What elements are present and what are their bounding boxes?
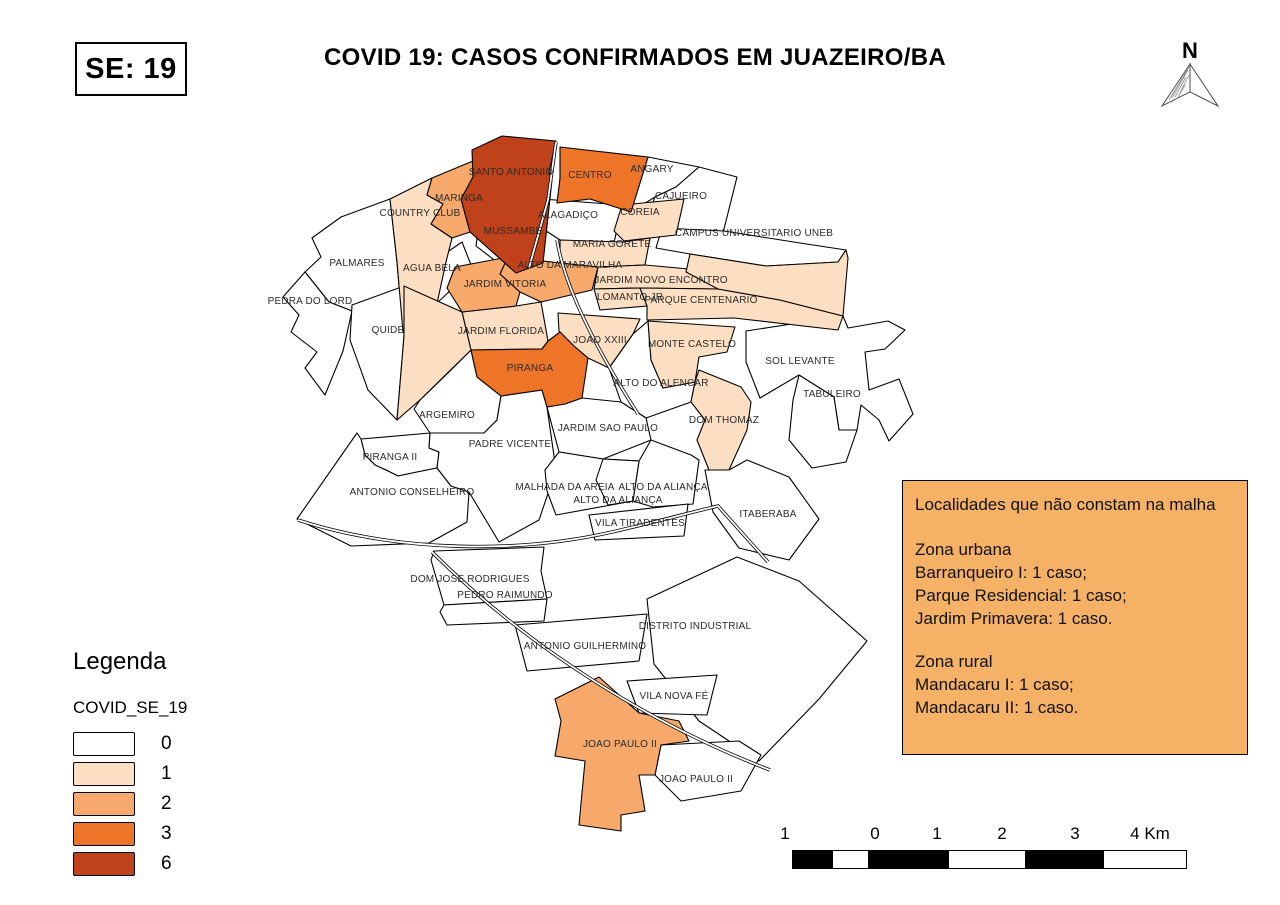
scalebar-tick-label: 1 [932,824,942,843]
neighborhood-label-cajueiro: CAJUEIRO [654,191,708,202]
neighborhood-label-palmares: PALMARES [329,258,385,269]
scalebar-labels [0,824,1280,844]
neighborhood-label-coreia: COREIA [620,207,660,218]
neighborhood-label-monte-castelo: MONTE CASTELO [647,339,737,350]
neighborhood-label-sol-levante: SOL LEVANTE [765,356,835,367]
urban-zone-line: Barranqueiro I: 1 caso; [915,563,1087,582]
neighborhood-label-tabuleiro: TABULEIRO [803,389,861,400]
neighborhood-label-parque-centenario: PARQUE CENTENARIO [644,295,758,306]
scalebar-tick-label: 1 [780,824,790,843]
neighborhood-label-argemiro: ARGEMIRO [418,410,476,421]
neighborhood-label-pedra-do-lord: PEDRA DO LORD [267,296,353,307]
legend-item [73,732,187,756]
page-title: COVID 19: CASOS CONFIRMADOS EM JUAZEIRO/BA [324,44,946,71]
neighborhood-label-mussambe: MUSSAMBE [483,226,543,237]
legend-swatch-4 [73,852,135,876]
neighborhood-label-antonio-guilhermino: ANTONIO GUILHERMINO [523,641,647,652]
urban-zone-line: Jardim Primavera: 1 caso. [915,609,1113,628]
neighborhood-label-vila-nova-fe: VILA NOVA FÉ [639,691,709,702]
legend-layer-name: COVID_SE_19 [73,698,188,717]
legend-item [73,792,187,816]
north-arrow-right-wing [1190,64,1218,106]
urban-zone-section [915,538,1235,630]
north-arrow-label: N [1182,38,1198,63]
legend-swatch-0 [73,732,135,756]
neighborhood-label-alto-da-maravilha: ALTO DA MARAVILHA [517,260,623,271]
neighborhood-label-lomanto-jr: LOMANTO JR [596,292,664,303]
neighborhood-label-joao-paulo-ii: JOAO PAULO II [582,739,658,750]
neighborhood-quide [350,286,404,420]
neighborhood-label-maria-gorete: MARIA GORETE [572,239,652,250]
neighborhood-label-piranga: PIRANGA [506,363,554,374]
neighborhood-label-centro: CENTRO [568,170,612,181]
neighborhood-label-distrito-industrial: DISTRITO INDUSTRIAL [638,621,752,632]
neighborhood-label-campus-universitario-uneb: CAMPUS UNIVERSITARIO UNEB [674,228,834,239]
legend-item [73,852,187,876]
neighborhood-label-alto-da-alianca: ALTO DA ALIANÇA [573,495,663,506]
scalebar-segment [1104,851,1186,868]
rural-zone-line: Mandacaru II: 1 caso. [915,698,1079,717]
neighborhood-label-agua-bela: AGUA BELA [403,263,461,274]
missing-localities-box [902,480,1248,755]
scalebar-segment [793,851,833,868]
neighborhood-label-dom-jose-rodrigues: DOM JOSE RODRIGUES [410,574,530,585]
scalebar-tick-label: 2 [997,824,1007,843]
scalebar-tick-label: 3 [1070,824,1080,843]
neighborhood-label-antonio-conselheiro: ANTONIO CONSELHEIRO [349,487,475,498]
neighborhood-label-joao-paulo-ii: JOAO PAULO II [658,774,734,785]
legend [73,648,187,882]
legend-swatch-2 [73,792,135,816]
legend-value: 3 [161,823,172,844]
epidemiological-week-label: SE: 19 [85,52,177,85]
legend-value: 2 [161,793,172,814]
neighborhood-label-angary: ANGARY [630,164,674,175]
legend-value: 1 [161,763,172,784]
neighborhood-label-quide: QUIDE [371,325,405,336]
missing-localities-title: Localidades que não constam na malha [915,495,1216,514]
legend-swatch-1 [73,762,135,786]
neighborhood-label-jardim-sao-paulo: JARDIM SAO PAULO [557,423,659,434]
urban-zone-heading: Zona urbana [915,540,1012,559]
north-arrow [1162,38,1218,106]
neighborhood-label-pedro-raimundo: PEDRO RAIMUNDO [457,590,553,601]
neighborhood-label-vila-tiradentes: VILA TIRADENTES [594,518,686,529]
rural-zone-line: Mandacaru I: 1 caso; [915,675,1074,694]
legend-value: 0 [161,733,172,754]
scalebar-segment [949,851,1026,868]
neighborhood-label-country-club: COUNTRY CLUB [379,208,461,219]
scalebar-segment [1026,851,1104,868]
neighborhood-label-padre-vicente: PADRE VICENTE [468,439,552,450]
neighborhood-label-joao-xxiii: JOAO XXIII [573,335,627,346]
neighborhood-label-dom-thomaz: DOM THOMAZ [688,415,760,426]
scalebar [792,850,1187,869]
scalebar-tick-label: 0 [870,824,880,843]
legend-item [73,762,187,786]
north-arrow-left-wing [1162,64,1190,106]
neighborhood-joao-paulo-ii [655,741,761,801]
legend-value: 6 [161,853,172,874]
neighborhood-label-alto-do-alencar: ALTO DO ALENCAR [613,378,709,389]
neighborhood-label-maringa: MARINGA [434,193,484,204]
neighborhood-santo-antonio [461,136,556,273]
neighborhood-label-santo-antonio: SANTO ANTONIO [468,167,554,178]
scalebar-tick-label: 4 Km [1130,824,1170,843]
scalebar-segment [833,851,869,868]
neighborhood-label-alagadico: ALAGADIÇO [537,210,599,221]
rural-zone-heading: Zona rural [915,652,993,671]
urban-zone-line: Parque Residencial: 1 caso; [915,586,1127,605]
neighborhood-label-piranga-ii: PIRANGA II [362,452,418,463]
legend-title: Legenda [73,648,167,675]
scalebar-segment [869,851,949,868]
neighborhood-label-malhada-da-areia: MALHADA DA AREIA [515,482,615,493]
neighborhood-label-alto-da-alianca: ALTO DA ALIANÇA [618,482,708,493]
neighborhood-label-jardim-vitoria: JARDIM VITORIA [463,279,547,290]
neighborhood-label-jardim-florida: JARDIM FLORIDA [457,326,545,337]
rural-zone-section [915,650,1235,719]
neighborhood-label-jardim-novo-encontro: JARDIM NOVO ENCONTRO [594,275,728,286]
neighborhood-label-itaberaba: ITABERABA [739,509,797,520]
